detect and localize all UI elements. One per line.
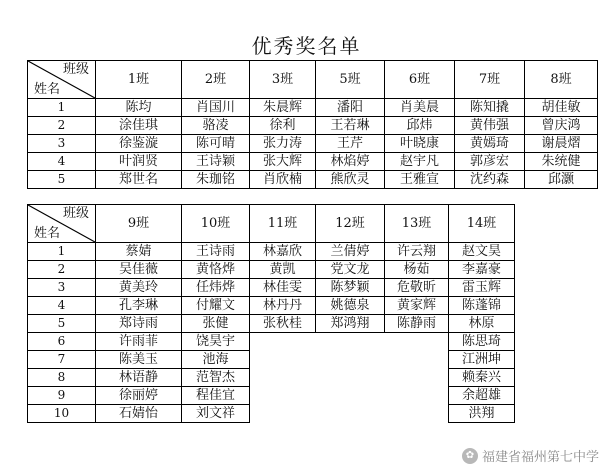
- empty-cell: [316, 369, 385, 387]
- rank-cell: 4: [28, 297, 96, 315]
- student-name-cell: 雷玉辉: [449, 279, 515, 297]
- class-header-cell: 2班: [182, 61, 250, 99]
- empty-cell: [385, 351, 449, 369]
- student-name-cell: 许云翔: [385, 243, 449, 261]
- empty-cell: [250, 405, 316, 423]
- student-name-cell: 陈梦颖: [316, 279, 385, 297]
- student-name-cell: 骆凌: [182, 117, 250, 135]
- table-row: [28, 315, 515, 333]
- rank-cell: 1: [28, 99, 96, 117]
- student-name-cell: 赵文昊: [449, 243, 515, 261]
- empty-cell: [316, 387, 385, 405]
- table-row: [28, 333, 515, 351]
- student-name-cell: 陈可晴: [182, 135, 250, 153]
- empty-cell: [385, 387, 449, 405]
- table-row: [28, 99, 598, 117]
- student-name-cell: 危敬昕: [385, 279, 449, 297]
- rank-cell: 4: [28, 153, 96, 171]
- student-name-cell: 叶润贤: [96, 153, 182, 171]
- student-name-cell: 王芹: [316, 135, 385, 153]
- student-name-cell: 谢晨熠: [525, 135, 598, 153]
- student-name-cell: 范智杰: [182, 369, 250, 387]
- student-name-cell: 程佳宜: [182, 387, 250, 405]
- rank-cell: 2: [28, 117, 96, 135]
- student-name-cell: 杨茹: [385, 261, 449, 279]
- student-name-cell: 邱灏: [525, 171, 598, 189]
- corner-name-label: 姓名: [34, 226, 61, 241]
- corner-name-label: 姓名: [34, 82, 61, 97]
- table-row: [28, 261, 515, 279]
- table-row: [28, 243, 515, 261]
- student-name-cell: 徐利: [250, 117, 316, 135]
- student-name-cell: 林原: [449, 315, 515, 333]
- student-name-cell: 石婧怡: [96, 405, 182, 423]
- class-header-cell: 13班: [385, 205, 449, 243]
- class-header-cell: 12班: [316, 205, 385, 243]
- class-header-cell: 10班: [182, 205, 250, 243]
- student-name-cell: 沈约森: [455, 171, 525, 189]
- table-row: [28, 297, 515, 315]
- student-name-cell: 池海: [182, 351, 250, 369]
- class-header-cell: 6班: [385, 61, 455, 99]
- roster-table-classes-1-8: [27, 60, 598, 189]
- student-name-cell: 徐鉴漩: [96, 135, 182, 153]
- corner-class-label: 班级: [62, 62, 89, 77]
- student-name-cell: 郭彦宏: [455, 153, 525, 171]
- student-name-cell: 张健: [182, 315, 250, 333]
- student-name-cell: 涂佳琪: [96, 117, 182, 135]
- class-header-cell: 11班: [250, 205, 316, 243]
- student-name-cell: 赖秦兴: [449, 369, 515, 387]
- rank-cell: 3: [28, 279, 96, 297]
- table-row: [28, 387, 515, 405]
- class-header-cell: 3班: [250, 61, 316, 99]
- table-row: [28, 117, 598, 135]
- student-name-cell: 饶昊宇: [182, 333, 250, 351]
- class-header-cell: 5班: [316, 61, 385, 99]
- student-name-cell: 叶晓康: [385, 135, 455, 153]
- student-name-cell: 王若琳: [316, 117, 385, 135]
- student-name-cell: 余超雄: [449, 387, 515, 405]
- student-name-cell: 胡佳敏: [525, 99, 598, 117]
- student-name-cell: 林焰婷: [316, 153, 385, 171]
- table-row: [28, 135, 598, 153]
- student-name-cell: 黄凯: [250, 261, 316, 279]
- student-name-cell: 陈均: [96, 99, 182, 117]
- header-row: [28, 205, 515, 243]
- student-name-cell: 黄恪烨: [182, 261, 250, 279]
- student-name-cell: 林丹丹: [250, 297, 316, 315]
- empty-cell: [250, 333, 316, 351]
- empty-cell: [316, 405, 385, 423]
- rank-cell: 3: [28, 135, 96, 153]
- student-name-cell: 肖国川: [182, 99, 250, 117]
- student-name-cell: 徐丽婷: [96, 387, 182, 405]
- rank-cell: 9: [28, 387, 96, 405]
- empty-cell: [385, 333, 449, 351]
- rank-cell: 8: [28, 369, 96, 387]
- student-name-cell: 王雅宣: [385, 171, 455, 189]
- empty-cell: [316, 333, 385, 351]
- class-header-cell: 14班: [449, 205, 515, 243]
- student-name-cell: 曾庆鸿: [525, 117, 598, 135]
- student-name-cell: 吴佳薇: [96, 261, 182, 279]
- student-name-cell: 陈蓬锦: [449, 297, 515, 315]
- student-name-cell: 兰倩婷: [316, 243, 385, 261]
- watermark: [462, 446, 599, 465]
- empty-cell: [316, 351, 385, 369]
- class-header-cell: 8班: [525, 61, 598, 99]
- corner-header-cell: [28, 205, 96, 243]
- student-name-cell: 付耀文: [182, 297, 250, 315]
- student-name-cell: 黄家辉: [385, 297, 449, 315]
- student-name-cell: 肖美晨: [385, 99, 455, 117]
- class-header-cell: 7班: [455, 61, 525, 99]
- page-title: 优秀奖名单: [251, 34, 362, 58]
- student-name-cell: 肖欣楠: [250, 171, 316, 189]
- wechat-logo-icon: ✿: [462, 448, 478, 464]
- rank-cell: 5: [28, 171, 96, 189]
- student-name-cell: 李嘉豪: [449, 261, 515, 279]
- student-name-cell: 林嘉欣: [250, 243, 316, 261]
- student-name-cell: 朱晨辉: [250, 99, 316, 117]
- table-row: [28, 171, 598, 189]
- student-name-cell: 张秋桂: [250, 315, 316, 333]
- student-name-cell: 党文龙: [316, 261, 385, 279]
- student-name-cell: 张大辉: [250, 153, 316, 171]
- student-name-cell: 林语静: [96, 369, 182, 387]
- student-name-cell: 刘文祥: [182, 405, 250, 423]
- student-name-cell: 邱炜: [385, 117, 455, 135]
- roster-table-classes-9-14: [27, 204, 515, 423]
- student-name-cell: 潘阳: [316, 99, 385, 117]
- student-name-cell: 陈思琦: [449, 333, 515, 351]
- student-name-cell: 王诗雨: [182, 243, 250, 261]
- header-row: [28, 61, 598, 99]
- student-name-cell: 陈美玉: [96, 351, 182, 369]
- student-name-cell: 陈知撬: [455, 99, 525, 117]
- student-name-cell: 黄嫣琦: [455, 135, 525, 153]
- empty-cell: [250, 387, 316, 405]
- watermark-text: 福建省福州第七中学: [481, 450, 599, 465]
- rank-cell: 6: [28, 333, 96, 351]
- student-name-cell: 张力涛: [250, 135, 316, 153]
- student-name-cell: 姚德泉: [316, 297, 385, 315]
- student-name-cell: 朱统健: [525, 153, 598, 171]
- student-name-cell: 任炜烨: [182, 279, 250, 297]
- student-name-cell: 洪翔: [449, 405, 515, 423]
- table-row: [28, 153, 598, 171]
- rank-cell: 2: [28, 261, 96, 279]
- student-name-cell: 江洲坤: [449, 351, 515, 369]
- corner-class-label: 班级: [62, 206, 89, 221]
- empty-cell: [250, 369, 316, 387]
- table-row: [28, 405, 515, 423]
- student-name-cell: 熊欣灵: [316, 171, 385, 189]
- student-name-cell: 赵宇凡: [385, 153, 455, 171]
- rank-cell: 10: [28, 405, 96, 423]
- table-row: [28, 279, 515, 297]
- student-name-cell: 黄美玲: [96, 279, 182, 297]
- table-row: [28, 369, 515, 387]
- class-header-cell: 9班: [96, 205, 182, 243]
- corner-header-cell: [28, 61, 96, 99]
- rank-cell: 7: [28, 351, 96, 369]
- student-name-cell: 孔李琳: [96, 297, 182, 315]
- empty-cell: [250, 351, 316, 369]
- student-name-cell: 陈静雨: [385, 315, 449, 333]
- class-header-cell: 1班: [96, 61, 182, 99]
- rank-cell: 5: [28, 315, 96, 333]
- student-name-cell: 林佳雯: [250, 279, 316, 297]
- empty-cell: [385, 405, 449, 423]
- student-name-cell: 蔡婧: [96, 243, 182, 261]
- student-name-cell: 黄伟强: [455, 117, 525, 135]
- student-name-cell: 郑鸿翔: [316, 315, 385, 333]
- student-name-cell: 许雨菲: [96, 333, 182, 351]
- student-name-cell: 郑诗雨: [96, 315, 182, 333]
- student-name-cell: 朱珈铭: [182, 171, 250, 189]
- table-row: [28, 351, 515, 369]
- student-name-cell: 郑世名: [96, 171, 182, 189]
- empty-cell: [385, 369, 449, 387]
- student-name-cell: 王诗颖: [182, 153, 250, 171]
- rank-cell: 1: [28, 243, 96, 261]
